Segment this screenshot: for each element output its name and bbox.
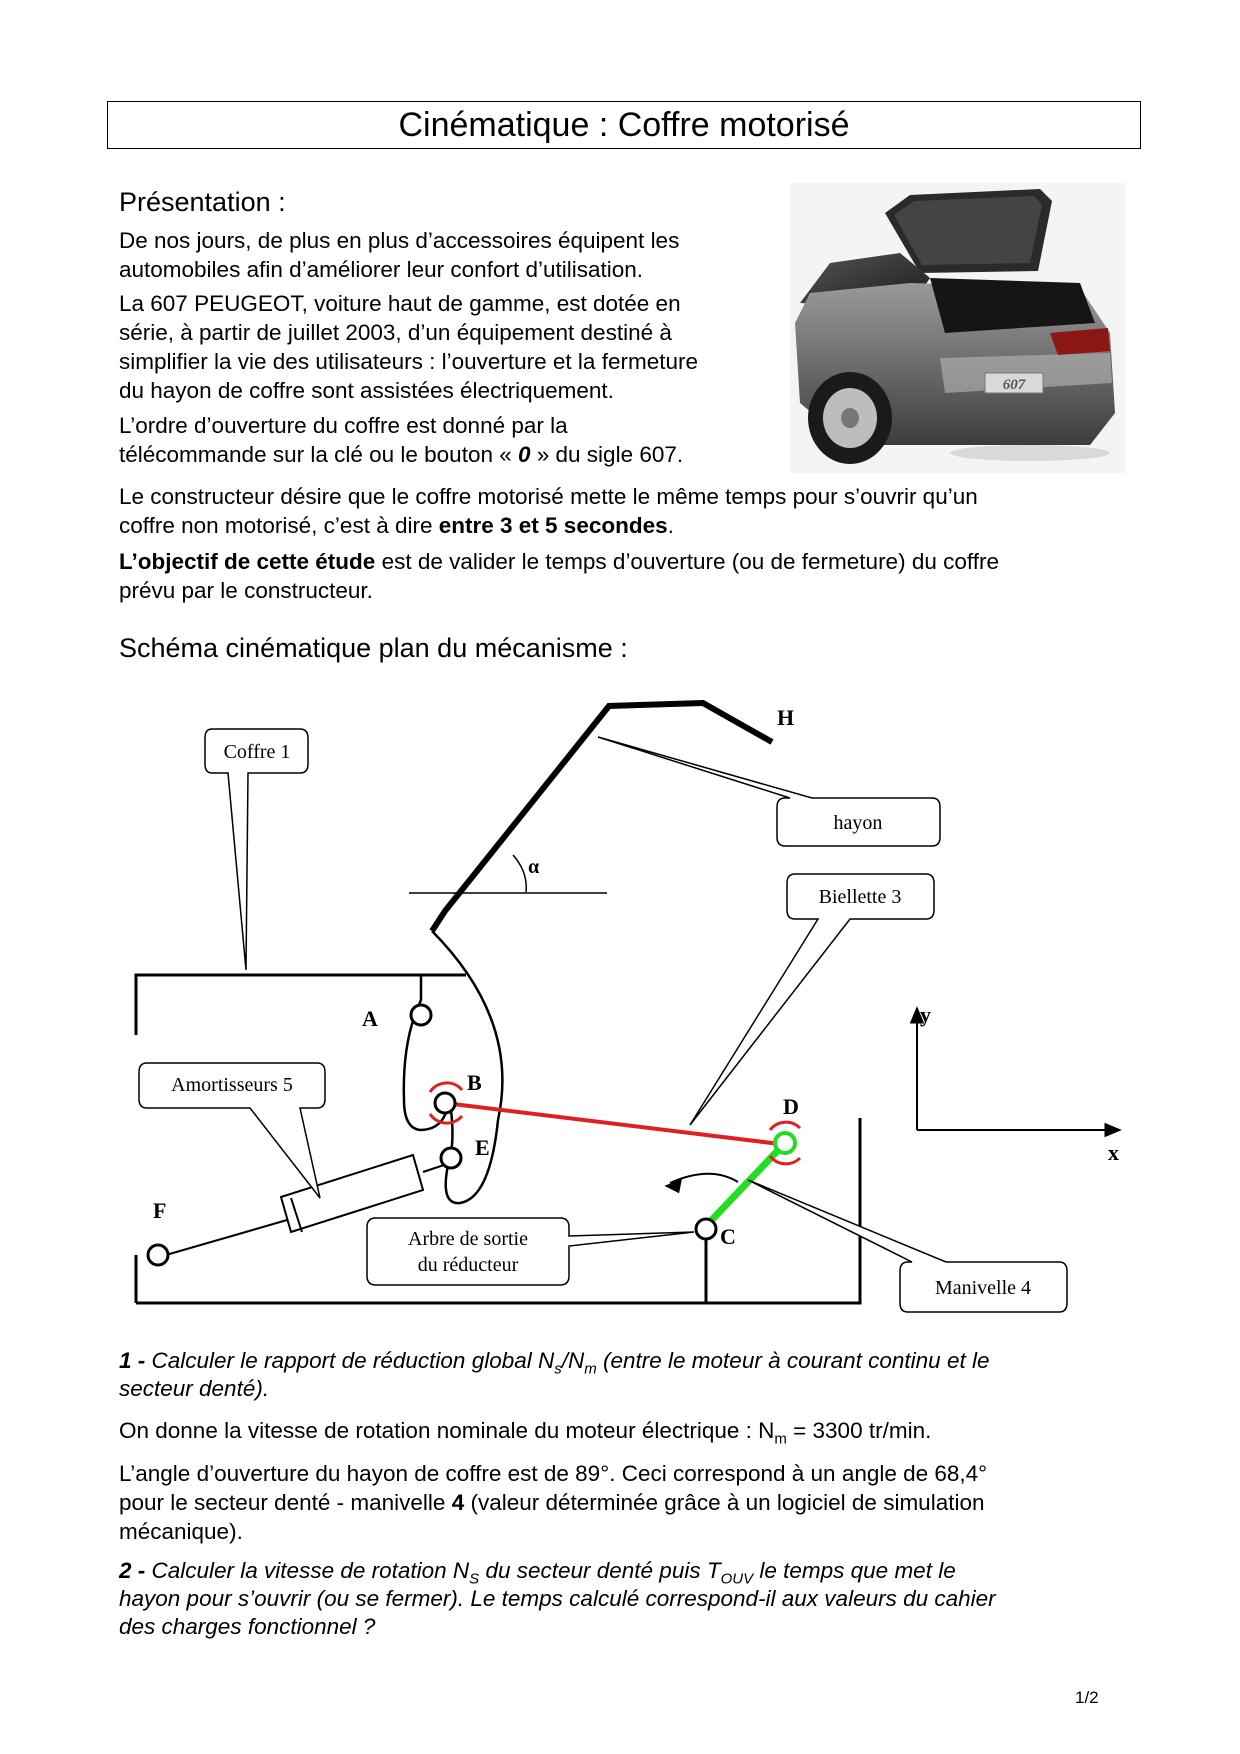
- callout-hayon-text: hayon: [833, 812, 883, 834]
- given-angle-paragraph: [119, 1459, 987, 1546]
- text-line: secteur denté).: [119, 1376, 270, 1401]
- text-span: .: [667, 513, 674, 538]
- callout-coffre: [205, 729, 308, 970]
- label-b: B: [467, 1070, 482, 1095]
- text-line: [119, 1557, 996, 1588]
- label-a: A: [362, 1006, 378, 1031]
- text-line: des charges fonctionnel ?: [119, 1614, 376, 1639]
- axis-y-label: y: [920, 1002, 931, 1027]
- text-line: prévu par le constructeur.: [119, 578, 373, 603]
- text-line: automobiles afin d’améliorer leur confort d’utilisation.: [119, 257, 644, 282]
- text-span: est de valider le temps d’ouverture (ou de fermeture) du coffre: [375, 549, 999, 574]
- pivot-d: [775, 1133, 795, 1153]
- text-span: télécommande sur la clé ou le bouton «: [119, 442, 518, 467]
- text-span: (valeur déterminée grâce à un logiciel de simulation: [464, 1490, 985, 1515]
- text-line: série, à partir de juillet 2003, d’un équipement destiné à: [119, 320, 672, 345]
- callout-manivelle-text: Manivelle 4: [934, 1277, 1032, 1299]
- text-span: du secteur denté puis T: [479, 1558, 721, 1583]
- text-line: hayon pour s’ouvrir (ou se fermer). Le temps calculé correspond-il aux valeurs du cahier: [119, 1586, 996, 1611]
- label-c: C: [720, 1224, 736, 1249]
- label-d: D: [783, 1094, 799, 1119]
- presentation-heading: Présentation :: [119, 187, 286, 217]
- text-line: Le constructeur désire que le coffre motorisé mette le même temps pour s’ouvrir qu’un: [119, 484, 978, 509]
- subscript: S: [469, 1570, 480, 1588]
- label-f: F: [153, 1198, 167, 1223]
- text-span: pour le secteur denté - manivelle: [119, 1490, 452, 1515]
- part-number: 4: [451, 1490, 465, 1515]
- question-1: [119, 1347, 989, 1403]
- text-line: L’ordre d’ouverture du coffre est donné par la: [119, 413, 568, 438]
- text-span: Calculer la vitesse de rotation N: [145, 1558, 470, 1583]
- pivot-e: [441, 1148, 461, 1168]
- callout-amortisseurs-text: Amortisseurs 5: [171, 1074, 293, 1096]
- text-span: On donne la vitesse de rotation nominale du moteur électrique : N: [119, 1418, 775, 1443]
- text-span: = 3300 tr/min.: [786, 1418, 932, 1443]
- text-line: du hayon de coffre sont assistées électriquement.: [119, 378, 614, 403]
- label-h: H: [777, 705, 795, 730]
- subscript: m: [774, 1430, 787, 1448]
- button-reference: 0: [518, 442, 531, 467]
- axis-x-label: x: [1108, 1140, 1119, 1165]
- text-line: [119, 1347, 990, 1378]
- text-line: mécanique).: [119, 1519, 243, 1544]
- text-span: » du sigle 607.: [530, 442, 684, 467]
- callout-biellette: [690, 874, 934, 1125]
- callout-arbre-text-1: Arbre de sortie: [408, 1228, 528, 1250]
- text-line: L’angle d’ouverture du hayon de coffre est de 89°. Ceci correspond à un angle de 68,4°: [119, 1461, 988, 1486]
- question-number: 1 -: [119, 1348, 146, 1373]
- callout-arbre-text-2: du réducteur: [417, 1254, 519, 1276]
- page-number: 1/2: [1075, 1688, 1099, 1707]
- car-badge-text: 607: [1002, 377, 1026, 393]
- question-number: 2 -: [119, 1558, 146, 1583]
- callout-hayon: [598, 737, 940, 846]
- hatch-link: [432, 703, 772, 931]
- text-span: Calculer le rapport de réduction global N: [145, 1348, 555, 1373]
- label-alpha: α: [528, 856, 540, 878]
- text-span: coffre non motorisé, c’est à dire: [119, 513, 439, 538]
- text-line: simplifier la vie des utilisateurs : l’ouverture et la fermeture: [119, 349, 698, 374]
- subscript: m: [584, 1360, 597, 1378]
- text-line: De nos jours, de plus en plus d’accessoires équipent les: [119, 228, 680, 253]
- text-span: /N: [561, 1348, 585, 1373]
- text-span: (entre le moteur à courant continu et le: [596, 1348, 990, 1373]
- emphasis-objective: L’objectif de cette étude: [119, 549, 376, 574]
- text-span: le temps que met le: [753, 1558, 956, 1583]
- pivot-f: [148, 1245, 168, 1265]
- pivot-a: [411, 1005, 431, 1025]
- text-line: [119, 1488, 987, 1517]
- label-e: E: [475, 1135, 490, 1160]
- pivot-c: [696, 1219, 716, 1239]
- text-line: La 607 PEUGEOT, voiture haut de gamme, est dotée en: [119, 291, 681, 316]
- subscript: OUV: [720, 1570, 754, 1588]
- schema-heading: Schéma cinématique plan du mécanisme :: [119, 633, 628, 663]
- pivot-b: [435, 1093, 455, 1113]
- question-2: [119, 1557, 996, 1641]
- page-title: Cinématique : Coffre motorisé: [107, 101, 1141, 149]
- callout-biellette-text: Biellette 3: [818, 886, 902, 908]
- given-motor-speed: [119, 1416, 932, 1448]
- callout-coffre-text: Coffre 1: [223, 741, 291, 763]
- subscript: s: [554, 1360, 562, 1378]
- emphasis-duration: entre 3 et 5 secondes: [438, 513, 668, 538]
